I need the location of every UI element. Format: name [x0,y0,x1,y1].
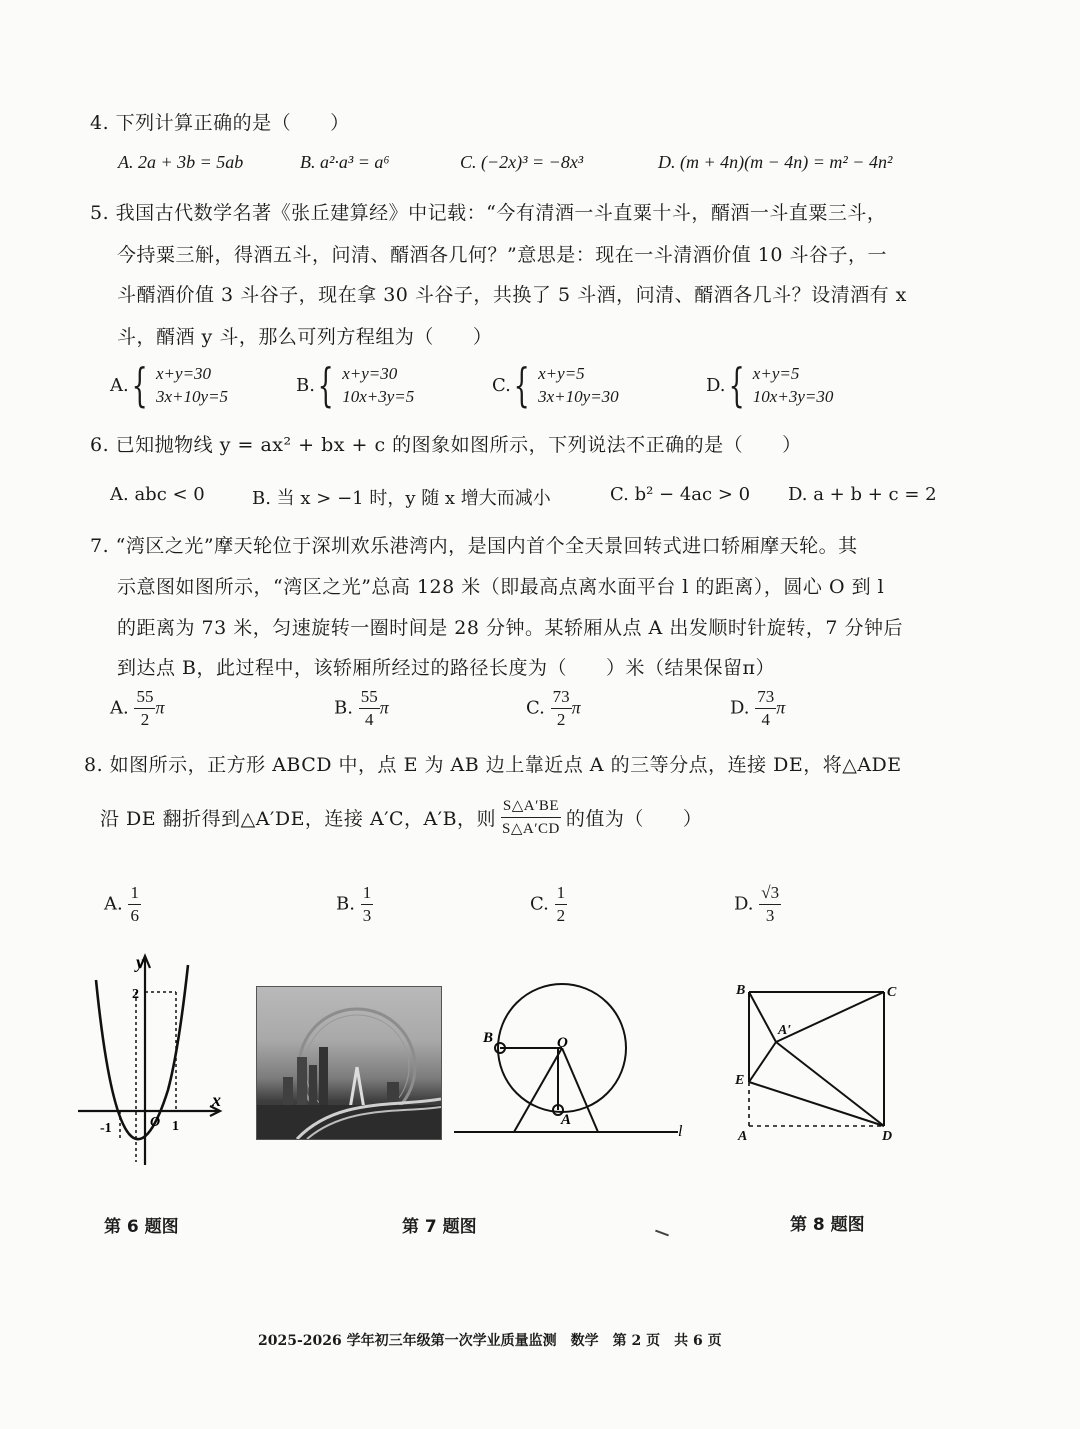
figure-7-diagram [450,976,690,1146]
q4-option-b: B. a²·a³ = a⁶ [300,152,390,172]
q5-line3: 斗醑酒价值 3 斗谷子，现在拿 30 斗谷子，共换了 5 斗酒，问清、醑酒各几斗？设清酒有 x [117,284,907,306]
fig8-label-a: A [738,1129,748,1144]
fig6-neg1-label: -1 [100,1121,112,1136]
fig7-label-l: l [678,1123,683,1140]
q4-option-c: C. (−2x)³ = −8x³ [460,152,584,172]
q8-option-b [336,882,373,927]
q4-option-a: A. 2a + 3b = 5ab [118,152,244,172]
fig8-label-c: C [887,985,897,1000]
q8-b-den: 3 [362,906,372,925]
q5-line4: 斗，醑酒 y 斗，那么可列方程组为（ ） [117,326,493,348]
q7-option-b [334,686,389,731]
q8-option-a [104,882,141,927]
q4-option-d: D. (m + 4n)(m − 4n) = m² − 4n² [658,152,893,172]
fig6-y-label: y [136,952,144,972]
q7-d-num: 73 [755,686,776,709]
parabola-curve [96,965,188,1139]
q5-a-label: A. [110,374,129,396]
q5-line1: 5. 我国古代数学名著《张丘建算经》中记载：“今有清酒一斗直粟十斗，醑酒一斗直粟三斗， [90,202,887,224]
q8-option-c [530,882,567,927]
q7-c-den: 2 [556,710,566,729]
fig6-one-label: 1 [172,1119,179,1134]
fig7-caption: 第 7 题图 [402,1217,477,1237]
q8-a-num: 1 [128,882,141,905]
figure-8-square [730,976,910,1150]
q5-option-b: B. { x+y=30 10x+3y=5 [296,358,415,412]
page-footer: 2025-2026 学年初三年级第一次学业质量监测 数学 第 2 页 共 6 页 [258,1333,722,1349]
q8-line2 [100,795,702,840]
q7-line1: 7. “湾区之光”摩天轮位于深圳欢乐港湾内，是国内首个全天景回转式进口轿厢摩天轮。其 [90,535,858,557]
q5-b-eq2: 10x+3y=5 [342,387,415,406]
q7-option-a [110,686,165,731]
q8-a-den: 6 [130,906,139,925]
q7-option-d [730,686,785,731]
q7-a-num: 55 [134,686,155,709]
q8-line2-post: 的值为（ ） [565,808,703,830]
q5-b-label: B. [296,374,315,396]
fig7-label-b: B [483,1030,494,1046]
support-left [514,1048,562,1132]
q6-option-c: C. b² − 4ac > 0 [610,484,751,505]
fig6-origin-label: O [150,1115,161,1130]
q7-option-c [526,686,581,731]
segment-a1e [749,1042,776,1082]
q8-line1: 8. 如图所示，正方形 ABCD 中，点 E 为 AB 边上靠近点 A 的三等分点，连接 DE，将△ADE [84,754,902,776]
q7-line3: 的距离为 73 米，匀速旋转一圈时间是 28 分钟。某轿厢从点 A 出发顺时针旋转，7 分钟后 [117,617,903,639]
segment-ba1 [749,992,776,1042]
q7-b-label: B. [334,697,353,719]
q6-option-d: D. a + b + c = 2 [788,484,937,505]
q7-c-pi: π [571,697,581,718]
figure-7-photo [256,986,442,1140]
q7-b-den: 4 [364,710,374,729]
q7-c-num: 73 [551,686,572,709]
q5-d-eq1: x+y=5 [752,364,800,383]
ferris-wheel-photo-art [257,987,441,1139]
q8-a-label: A. [104,893,123,915]
fig8-label-b: B [736,983,746,998]
q7-d-label: D. [730,697,750,719]
q5-c-eq1: x+y=5 [538,364,585,383]
q8-d-label: D. [734,893,754,915]
segment-de [749,1082,884,1126]
q5-c-label: C. [492,374,511,396]
q5-option-d: D. { x+y=5 10x+3y=30 [706,358,834,412]
q6-option-b: B. 当 x > −1 时，y 随 x 增大而减小 [252,488,551,509]
fig6-caption: 第 6 题图 [104,1217,179,1237]
fig6-x-label: x [212,1090,221,1110]
q5-c-eq2: 3x+10y=30 [538,387,619,406]
q8-frac-den: S△A′CD [502,821,560,837]
q8-frac-num: S△A′BE [501,795,561,818]
q7-a-label: A. [110,697,129,719]
q8-b-num: 1 [361,882,374,905]
q5-d-label: D. [706,374,726,396]
q7-d-den: 4 [761,710,770,729]
fig8-label-e: E [735,1073,745,1088]
q6-stem: 6. 已知抛物线 y = ax² + bx + c 的图象如图所示，下列说法不正确的是（ ） [90,434,802,456]
q7-b-pi: π [379,697,389,718]
q8-c-den: 2 [556,906,566,925]
q8-d-den: 3 [765,906,775,925]
q7-a-pi: π [155,697,165,718]
q5-a-eq2: 3x+10y=5 [156,387,229,406]
q7-line4: 到达点 B，此过程中，该轿厢所经过的路径长度为（ ）米（结果保留π） [117,657,775,679]
q5-d-eq2: 10x+3y=30 [752,387,834,406]
q5-b-eq1: x+y=30 [342,364,398,383]
fig8-label-d: D [882,1129,893,1144]
segment-a1d [776,1042,884,1126]
q8-b-label: B. [336,893,355,915]
fig6-two-label: 2 [132,987,139,1002]
q8-d-num: √3 [759,882,781,905]
fig8-caption: 第 8 题图 [790,1215,865,1235]
q7-c-label: C. [526,697,545,719]
q5-a-eq1: x+y=30 [156,364,212,383]
fig7-label-o: O [557,1035,568,1051]
figure-6-parabola [76,950,236,1170]
q7-d-pi: π [776,697,786,718]
q8-c-label: C. [530,893,549,915]
q8-c-num: 1 [555,882,568,905]
q5-option-a: A. { x+y=30 3x+10y=5 [110,358,229,412]
q8-line2-pre: 沿 DE 翻折得到△A′DE，连接 A′C，A′B，则 [100,808,497,830]
stray-mark [655,1230,669,1237]
segment-a1c [776,992,884,1042]
q5-line2: 今持粟三斛，得酒五斗，问清、醑酒各几何？”意思是：现在一斗清酒价值 10 斗谷子，一 [117,244,887,266]
q7-line2: 示意图如图所示，“湾区之光”总高 128 米（即最高点离水面平台 l 的距离），圆心 O 到 l [117,576,885,598]
q7-b-num: 55 [359,686,380,709]
q8-option-d [734,882,781,927]
q5-option-c: C. { x+y=5 3x+10y=30 [492,358,619,412]
q7-a-den: 2 [140,710,150,729]
fig8-label-a1: A′ [778,1023,792,1038]
fig7-label-a: A [561,1112,572,1128]
q6-option-a: A. abc < 0 [110,484,205,505]
q4-stem: 4. 下列计算正确的是（ ） [90,112,350,134]
